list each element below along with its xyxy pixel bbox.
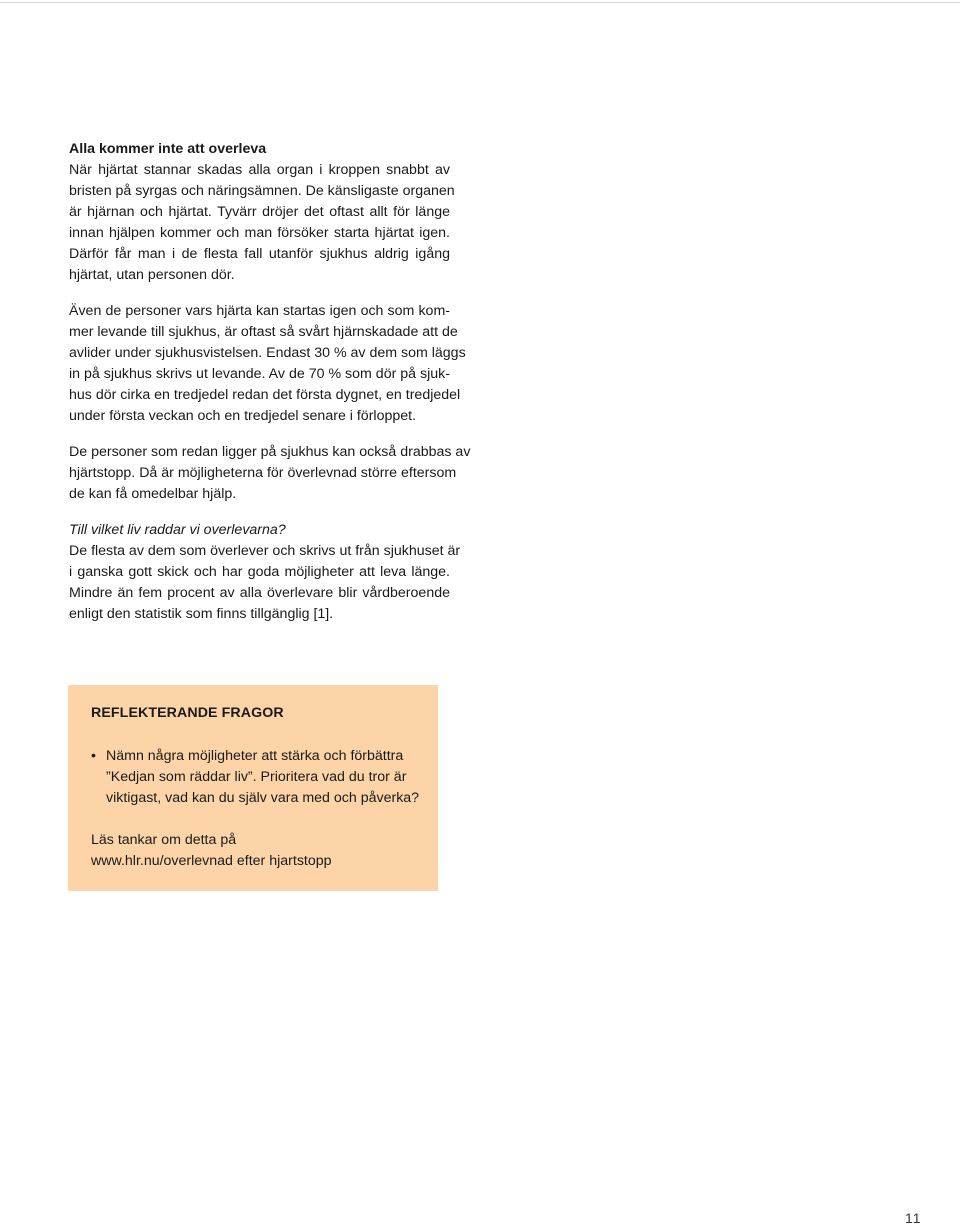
text-line: Mindre än fem procent av alla överlevare blir vårdberoende <box>69 585 450 601</box>
page-number: 11 <box>905 1210 922 1226</box>
text-line: enligt den statistik som finns tillgänglig [1]. <box>69 606 334 622</box>
text-line: viktigast, vad kan du själv vara med och påverka? <box>106 790 420 806</box>
text-line: hjärtstopp. Då är möjligheterna för överlevnad större eftersom <box>69 465 457 481</box>
text-line: De flesta av dem som överlever och skrivs ut från sjukhuset är <box>69 543 461 559</box>
text-line: De personer som redan ligger på sjukhus kan också drabbas av <box>69 444 471 460</box>
section-survival <box>69 139 455 286</box>
bullet-icon: • <box>91 748 96 764</box>
text-line: Nämn några möjligheter att stärka och förbättra <box>106 748 404 764</box>
text-line: hjärtat, utan personen dör. <box>69 267 235 283</box>
note-text: Läs tankar om detta på <box>91 832 237 848</box>
reflection-box-title: REFLEKTERANDE FRAGOR <box>91 705 284 721</box>
text-line: När hjärtat stannar skadas alla organ i kroppen snabbt av <box>69 162 450 178</box>
text-line: innan hjälpen kommer och man försöker starta hjärtat igen. <box>69 225 450 241</box>
reflection-box <box>68 685 438 891</box>
text-line: avlider under sjukhusvistelsen. Endast 30 % av dem som läggs <box>69 345 466 361</box>
top-border-line <box>0 2 960 3</box>
text-line: under första veckan och en tredjedel senare i förloppet. <box>69 408 417 424</box>
section-in-hospital <box>69 442 471 505</box>
text-line: ”Kedjan som räddar liv”. Prioritera vad du tror är <box>106 769 407 785</box>
section-quality-of-life <box>69 520 461 625</box>
text-line: in på sjukhus skrivs ut levande. Av de 70 % som dör på sjuk- <box>69 366 450 382</box>
section-heading: Alla kommer inte att overleva <box>69 141 267 157</box>
section-heading: Till vilket liv raddar vi overlevarna? <box>69 522 286 538</box>
text-line: är hjärnan och hjärtat. Tyvärr dröjer det oftast allt för länge <box>69 204 450 220</box>
text-line: Även de personer vars hjärta kan startas igen och som kom- <box>69 303 450 319</box>
text-line: Därför får man i de flesta fall utanför sjukhus aldrig igång <box>69 246 450 262</box>
section-brain-damage <box>69 301 466 427</box>
text-line: de kan få omedelbar hjälp. <box>69 486 237 502</box>
reflection-question <box>106 746 426 809</box>
text-line: bristen på syrgas och näringsämnen. De känsligaste organen <box>69 183 455 199</box>
hlr-link[interactable]: www.hlr.nu/overlevnad efter hjartstopp <box>91 853 332 869</box>
reflection-note <box>91 830 332 872</box>
text-line: hus dör cirka en tredjedel redan det första dygnet, en tredjedel <box>69 387 461 403</box>
article-body <box>69 139 471 640</box>
text-line: i ganska gott skick och har goda möjligheter att leva länge. <box>69 564 450 580</box>
text-line: mer levande till sjukhus, är oftast så svårt hjärnskadade att de <box>69 324 458 340</box>
